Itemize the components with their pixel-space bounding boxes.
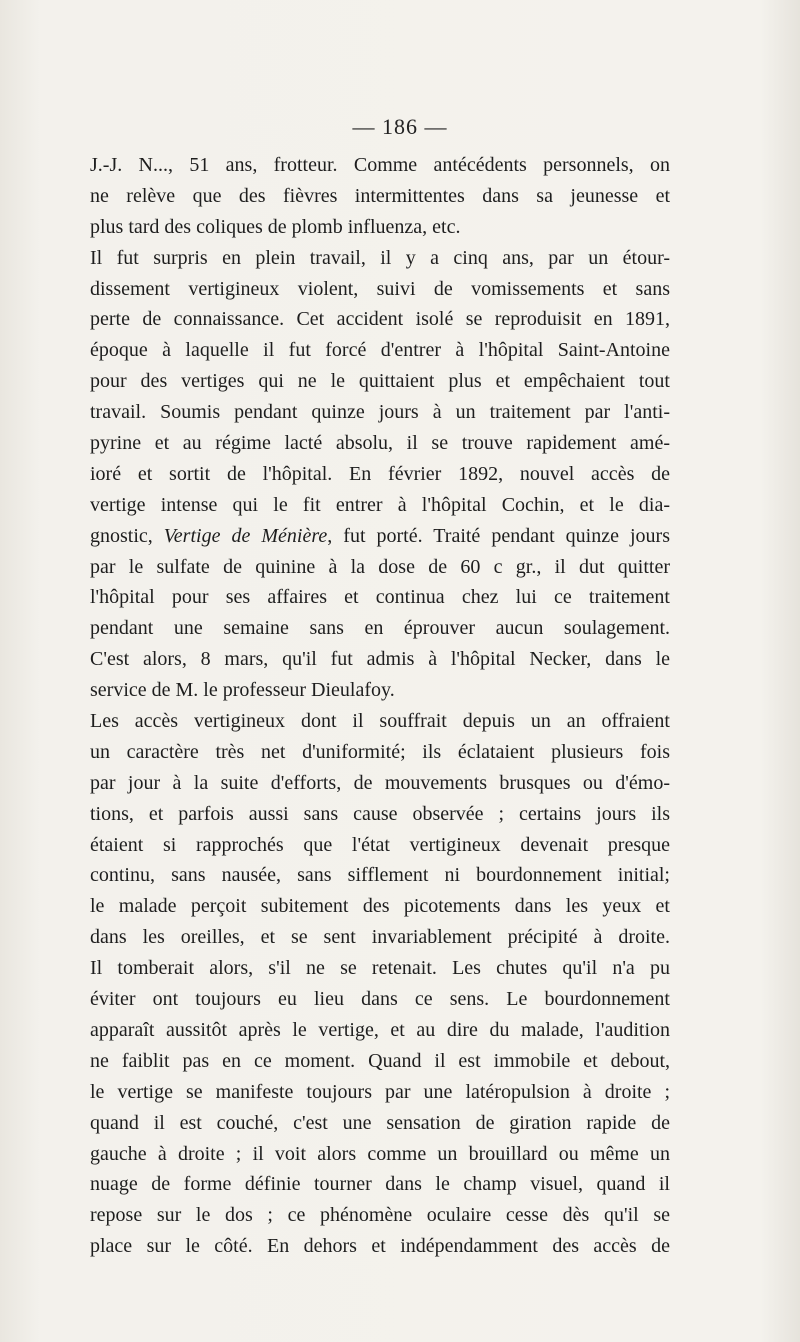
text-line: continu, sans nausée, sans sifflement ni bourdonnement initial; <box>90 864 670 887</box>
text-line: éviter ont toujours eu lieu dans ce sens. Le bourdonnement <box>90 988 670 1011</box>
text-line: C'est alors, 8 mars, qu'il fut admis à l'hôpital Necker, dans le <box>90 648 670 671</box>
text-line: un caractère très net d'uniformité; ils éclataient plusieurs fois <box>90 740 670 763</box>
text-line: Il tomberait alors, s'il ne se retenait. Les chutes qu'il n'a pu <box>90 957 670 980</box>
text-line: travail. Soumis pendant quinze jours à un traitement par l'anti- <box>90 401 670 424</box>
text-line: dissement vertigineux violent, suivi de vomissements et sans <box>90 277 670 300</box>
italic-diagnosis: Vertige de Ménière <box>163 524 328 547</box>
text-line: J.-J. N..., 51 ans, frotteur. Comme antécédents personnels, on <box>90 154 670 176</box>
text-line: étaient si rapprochés que l'état vertigineux devenait presque <box>90 833 670 856</box>
text-line: vertige intense qui le fit entrer à l'hôpital Cochin, et le dia- <box>90 493 670 516</box>
text-line: repose sur le dos ; ce phénomène oculaire cesse dès qu'il se <box>90 1204 670 1227</box>
text-line: Il fut surpris en plein travail, il y a cinq ans, par un étour- <box>90 246 670 269</box>
text-line: plus tard des coliques de plomb influenza, etc. <box>90 215 461 238</box>
text-line: gauche à droite ; il voit alors comme un brouillard ou même un <box>90 1142 670 1165</box>
text-line-with-italic <box>90 521 670 552</box>
text-line: service de M. le professeur Dieulafoy. <box>90 679 395 702</box>
paragraph-1 <box>90 150 670 243</box>
text-line: place sur le côté. En dehors et indépendamment des accès de <box>90 1235 670 1258</box>
text-fragment: , fut porté. Traité pendant quinze jours <box>327 524 670 547</box>
paragraph-2 <box>90 243 670 706</box>
page-number: — 186 — <box>352 114 448 139</box>
text-line: perte de connaissance. Cet accident isolé se reproduisit en 1891, <box>90 308 670 331</box>
text-line: ne relève que des fièvres intermittentes dans sa jeunesse et <box>90 184 670 207</box>
text-line: pour des vertiges qui ne le quittaient plus et empêchaient tout <box>90 370 670 393</box>
text-line: ne faiblit pas en ce moment. Quand il est immobile et debout, <box>90 1049 670 1072</box>
text-line: pyrine et au régime lacté absolu, il se trouve rapidement amé- <box>90 432 670 455</box>
text-line: quand il est couché, c'est une sensation de giration rapide de <box>90 1111 670 1134</box>
paragraph-3 <box>90 706 670 1262</box>
text-line: le vertige se manifeste toujours par une latéropulsion à droite ; <box>90 1080 670 1103</box>
text-line: nuage de forme définie tourner dans le champ visuel, quand il <box>90 1173 670 1196</box>
text-line: dans les oreilles, et se sent invariablement précipité à droite. <box>90 926 670 949</box>
text-line: le malade perçoit subitement des picotements dans les yeux et <box>90 895 670 918</box>
text-line: apparaît aussitôt après le vertige, et au dire du malade, l'audition <box>90 1018 670 1041</box>
text-line: l'hôpital pour ses affaires et continua chez lui ce traitement <box>90 586 670 609</box>
text-line: tions, et parfois aussi sans cause observée ; certains jours ils <box>90 802 670 825</box>
text-line: ioré et sortit de l'hôpital. En février 1892, nouvel accès de <box>90 462 670 485</box>
text-line: époque à laquelle il fut forcé d'entrer à l'hôpital Saint-Antoine <box>90 339 670 362</box>
text-fragment: gnostic, <box>90 524 164 547</box>
body-text <box>90 150 670 1262</box>
text-line: pendant une semaine sans en éprouver aucun soulagement. <box>90 617 670 640</box>
text-line: Les accès vertigineux dont il souffrait depuis un an offraient <box>90 710 670 733</box>
text-line: par jour à la suite d'efforts, de mouvements brusques ou d'émo- <box>90 771 670 794</box>
text-line: par le sulfate de quinine à la dose de 60 c gr., il dut quitter <box>90 555 670 578</box>
